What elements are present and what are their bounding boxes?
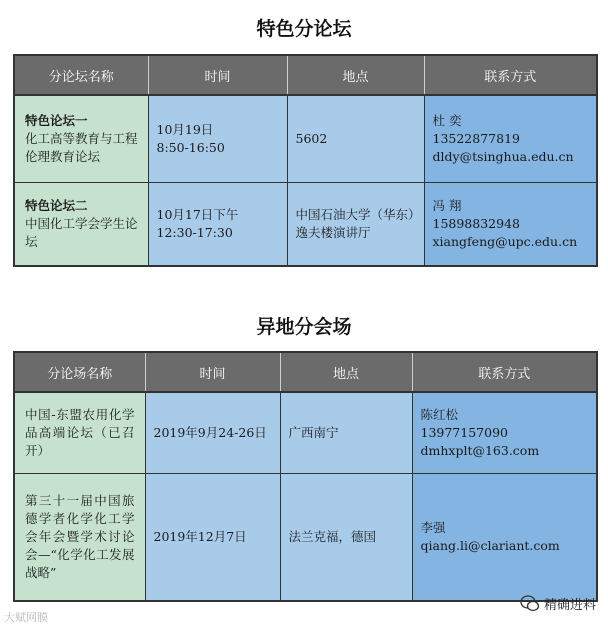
forum-label: 特色论坛二: [25, 198, 88, 213]
contact-person: 陈红松: [420, 407, 459, 422]
contact-cell: [424, 183, 597, 267]
table-row: [14, 474, 597, 602]
watermark-left: 大赋网膜: [4, 611, 48, 624]
featured-forums-table: [13, 54, 598, 267]
contact-email: dmhxplt@163.com: [420, 443, 540, 458]
header-contact: 联系方式: [412, 352, 597, 392]
table-row: [14, 95, 597, 183]
contact-cell: [424, 95, 597, 183]
table-row: [14, 392, 597, 474]
watermark-right-text: 精确进料: [543, 598, 596, 613]
contact-phone: 15898832948: [432, 216, 520, 231]
header-forum-name: 分论坛名称: [14, 55, 148, 95]
location-cell: 中国石油大学（华东）逸夫楼演讲厅: [287, 183, 424, 267]
contact-cell: [412, 392, 597, 474]
table-header-row: [14, 352, 597, 392]
time-cell: [148, 95, 287, 183]
contact-person: 李强: [420, 520, 446, 535]
contact-email: xiangfeng@upc.edu.cn: [432, 234, 578, 249]
forum-label: 特色论坛一: [25, 113, 88, 128]
forum-name: 中国化工学会学生论坛: [25, 216, 138, 249]
time-range: 8:50-16:50: [156, 140, 225, 155]
forum-name-cell: [14, 183, 148, 267]
header-venue-name: 分论场名称: [14, 352, 145, 392]
date: 10月17日下午: [156, 207, 239, 222]
time-range: 12:30-17:30: [156, 225, 233, 240]
section-title-featured-forums: 特色分论坛: [256, 18, 352, 40]
remote-venues-table: [13, 351, 598, 602]
header-time: 时间: [145, 352, 280, 392]
section-title-remote-venues: 异地分会场: [256, 316, 352, 338]
venue-name-cell: 第三十一届中国旅德学者化学化工学会年会暨学术讨论会—“化学化工发展战略”: [14, 474, 145, 602]
time-cell: 2019年12月7日: [145, 474, 280, 602]
header-time: 时间: [148, 55, 287, 95]
contact-email: dldy@tsinghua.edu.cn: [432, 149, 574, 164]
contact-email: qiang.li@clariant.com: [420, 538, 560, 553]
contact-phone: 13977157090: [420, 425, 508, 440]
header-location: 地点: [280, 352, 412, 392]
time-cell: 2019年9月24-26日: [145, 392, 280, 474]
contact-person: 冯 翔: [432, 198, 462, 213]
contact-cell: [412, 474, 597, 602]
location-cell: 5602: [287, 95, 424, 183]
wechat-icon: [520, 595, 540, 613]
date: 10月19日: [156, 122, 214, 137]
table-header-row: [14, 55, 597, 95]
header-location: 地点: [287, 55, 424, 95]
contact-phone: 13522877819: [432, 131, 520, 146]
venue-name-cell: 中国-东盟农用化学品高端论坛（已召开）: [14, 392, 145, 474]
forum-name: 化工高等教育与工程伦理教育论坛: [25, 131, 138, 164]
watermark-right: [520, 594, 596, 613]
table-row: [14, 183, 597, 267]
location-cell: 广西南宁: [280, 392, 412, 474]
header-contact: 联系方式: [424, 55, 597, 95]
forum-name-cell: [14, 95, 148, 183]
time-cell: [148, 183, 287, 267]
contact-person: 杜 奕: [432, 113, 462, 128]
location-cell: 法兰克福，德国: [280, 474, 412, 602]
